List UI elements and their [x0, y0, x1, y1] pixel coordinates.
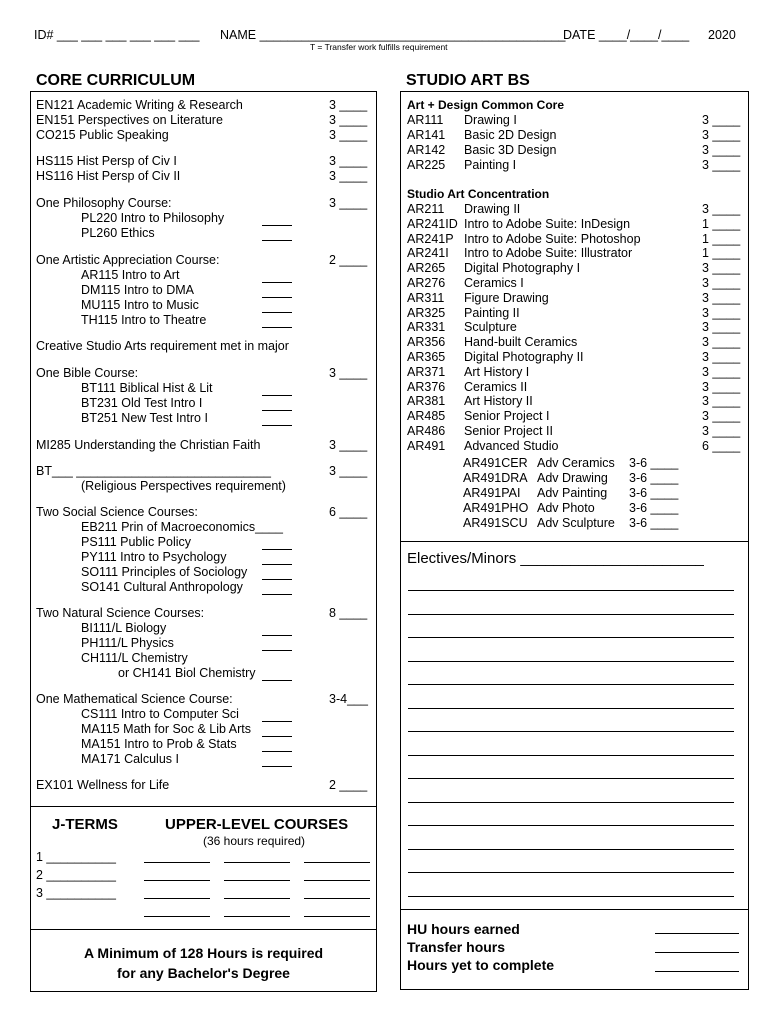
core-divider	[30, 806, 377, 807]
core-course-text: DM115 Intro to DMA	[81, 283, 195, 297]
core-line	[36, 778, 169, 792]
core-credit-field[interactable]: 3 ____	[329, 196, 368, 210]
hu-hours-earned: HU hours earned	[407, 921, 520, 937]
choice-blank[interactable]	[262, 650, 292, 651]
core-line	[36, 505, 198, 519]
core-line	[81, 621, 166, 635]
jterms-title: J-TERMS	[52, 816, 118, 833]
core-line	[36, 169, 180, 183]
upper-level-blank[interactable]	[144, 898, 210, 899]
elective-line[interactable]	[408, 825, 734, 826]
credit-field[interactable]: 3 ____	[702, 379, 741, 394]
core-course-text: EN151 Perspectives on Literature	[36, 113, 223, 127]
choice-blank[interactable]	[262, 766, 292, 767]
upper-level-subtitle: (36 hours required)	[203, 834, 306, 848]
course-code: AR311	[407, 290, 445, 305]
core-course-text: PS111 Public Policy	[81, 535, 192, 549]
core-course-text: AR115 Intro to Art	[81, 268, 180, 282]
core-line	[81, 396, 202, 410]
core-course-text: One Artistic Appreciation Course:	[36, 253, 220, 267]
course-name: Adv Painting	[537, 486, 608, 500]
jterm-row[interactable]: 3 __________	[36, 886, 116, 900]
core-line	[36, 366, 138, 380]
credit-field[interactable]: 3 ____	[702, 128, 741, 142]
course-name: Advanced Studio	[464, 438, 559, 453]
core-credit-field[interactable]: 3 ____	[329, 366, 368, 380]
course-name: Digital Photography I	[464, 261, 581, 276]
course-code: AR491CER	[463, 456, 528, 470]
core-line	[36, 98, 243, 112]
credit-field[interactable]: 3-6 ____	[629, 516, 679, 530]
course-name: Intro to Adobe Suite: Photoshop	[464, 231, 641, 246]
core-course-text: MA115 Math for Soc & Lib Arts	[81, 722, 251, 736]
course-name: Art History II	[464, 394, 533, 409]
choice-blank[interactable]	[262, 312, 292, 313]
minimum-hours-note	[30, 943, 377, 983]
core-credit-field[interactable]: 3 ____	[329, 438, 368, 452]
core-line	[36, 128, 169, 142]
elective-line[interactable]	[408, 896, 734, 897]
core-course-text: EB211 Prin of Macroeconomics____	[81, 520, 283, 534]
common-core-list	[407, 113, 742, 175]
course-name: Ceramics II	[464, 379, 528, 394]
core-course-text: MA171 Calculus I	[81, 752, 179, 766]
choice-blank[interactable]	[262, 225, 292, 226]
id-field[interactable]: ID# ___ ___ ___ ___ ___ ___	[34, 28, 200, 42]
core-line	[36, 113, 223, 127]
concentration-title: Studio Art Concentration	[407, 187, 550, 201]
credit-field[interactable]: 3-6 ____	[629, 471, 679, 485]
course-name: Painting I	[464, 158, 517, 172]
upper-level-title: UPPER-LEVEL COURSES	[165, 816, 349, 833]
upper-level-blank[interactable]	[224, 898, 290, 899]
core-line	[81, 226, 155, 240]
transfer-hours: Transfer hours	[407, 939, 506, 955]
core-line	[118, 666, 256, 680]
core-course-text: CH111/L Chemistry	[81, 651, 188, 665]
credit-field[interactable]: 3 ____	[702, 158, 741, 172]
core-credit-field[interactable]: 3 ____	[329, 113, 368, 127]
core-credit-field[interactable]: 3 ____	[329, 169, 368, 183]
core-line	[81, 707, 239, 721]
core-course-text: CO215 Public Speaking	[36, 128, 169, 142]
core-line	[81, 283, 194, 297]
credit-field[interactable]: 3 ____	[702, 143, 741, 157]
core-credit-field[interactable]: 3-4___	[329, 692, 368, 706]
core-line	[36, 154, 177, 168]
credit-field[interactable]: 1 ____	[702, 246, 741, 261]
choice-blank[interactable]	[262, 282, 292, 283]
course-name: Intro to Adobe Suite: Illustrator	[464, 246, 633, 261]
core-line	[81, 651, 188, 665]
elective-line[interactable]	[408, 802, 734, 803]
course-code: AR276	[407, 276, 446, 290]
core-line	[36, 253, 219, 267]
course-name: Drawing I	[464, 113, 517, 127]
course-name: Senior Project I	[464, 409, 550, 424]
course-name: Basic 2D Design	[464, 128, 557, 142]
core-course-text: BI111/L Biology	[81, 621, 167, 635]
course-code: AR376	[407, 379, 446, 394]
core-line	[81, 479, 286, 493]
choice-blank[interactable]	[262, 327, 292, 328]
course-code: AR491PHO	[463, 501, 529, 515]
upper-level-blank[interactable]	[144, 916, 210, 917]
course-code: AR356	[407, 335, 446, 350]
course-code: AR491PAI	[463, 486, 521, 500]
core-course-text: EN121 Academic Writing & Research	[36, 98, 243, 112]
choice-blank[interactable]	[262, 395, 292, 396]
hu-hours-blank[interactable]	[655, 933, 739, 934]
minimum-line-2: for any Bachelor's Degree	[117, 965, 290, 981]
core-line	[36, 339, 289, 353]
credit-field[interactable]: 1 ____	[702, 216, 741, 231]
choice-blank[interactable]	[262, 410, 292, 411]
course-code: AR241ID	[407, 216, 458, 231]
name-field[interactable]: NAME ____________________________________________	[220, 28, 566, 42]
concentration-list	[407, 202, 742, 458]
core-credit-field[interactable]: 3 ____	[329, 464, 368, 478]
credit-field[interactable]: 3 ____	[702, 424, 741, 438]
credit-field[interactable]: 3 ____	[702, 394, 741, 409]
credit-field[interactable]: 3 ____	[702, 276, 741, 290]
course-code: AR241I	[407, 246, 449, 261]
course-code: AR485	[407, 409, 446, 424]
advanced-studio-list	[463, 456, 693, 534]
course-name: Art History I	[464, 364, 530, 379]
course-code: AR211	[407, 202, 445, 216]
core-credit-field[interactable]: 3 ____	[329, 154, 368, 168]
core-course-text: One Mathematical Science Course:	[36, 692, 233, 706]
core-line	[81, 411, 208, 425]
course-code: AR371	[407, 364, 446, 379]
choice-blank[interactable]	[262, 594, 292, 595]
course-name: Intro to Adobe Suite: InDesign	[464, 216, 631, 231]
core-course-text: MA151 Intro to Prob & Stats	[81, 737, 237, 751]
core-line	[81, 737, 237, 751]
hours-remaining-blank[interactable]	[655, 971, 739, 972]
minimum-line-1: A Minimum of 128 Hours is required	[83, 945, 324, 961]
course-code: AR491SCU	[463, 516, 528, 530]
course-code: AR365	[407, 350, 446, 364]
credit-field[interactable]: 3 ____	[702, 335, 741, 350]
course-name: Sculpture	[464, 320, 517, 335]
choice-blank[interactable]	[262, 549, 292, 550]
choice-blank[interactable]	[262, 736, 292, 737]
core-credit-field[interactable]: 3 ____	[329, 128, 368, 142]
choice-blank[interactable]	[262, 425, 292, 426]
core-credit-field[interactable]: 8 ____	[329, 606, 368, 620]
course-code: AR141	[407, 128, 446, 142]
core-line	[81, 580, 243, 594]
course-code: AR265	[407, 261, 446, 276]
core-course-text: TH115 Intro to Theatre	[81, 313, 207, 327]
credit-field[interactable]: 3 ____	[702, 350, 741, 364]
transfer-hours-blank[interactable]	[655, 952, 739, 953]
core-line	[81, 752, 179, 766]
elective-line[interactable]	[408, 614, 734, 615]
core-course-text: EX101 Wellness for Life	[36, 778, 170, 792]
core-line	[81, 550, 226, 564]
core-course-text: SO111 Principles of Sociology	[81, 565, 248, 579]
course-name: Adv Photo	[537, 501, 595, 515]
core-line	[81, 268, 179, 282]
core-course-text: BT231 Old Test Intro I	[81, 396, 203, 410]
course-name: Figure Drawing	[464, 290, 549, 305]
core-course-text: One Bible Course:	[36, 366, 139, 380]
core-course-text: PY111 Intro to Psychology	[81, 550, 227, 564]
upper-level-blank[interactable]	[304, 862, 370, 863]
credit-field[interactable]: 3 ____	[702, 320, 741, 335]
credit-field[interactable]: 3-6 ____	[629, 456, 679, 470]
core-line	[81, 722, 251, 736]
course-name: Ceramics I	[464, 276, 524, 290]
core-line	[81, 520, 283, 534]
core-course-text: HS115 Hist Persp of Civ I	[36, 154, 177, 168]
course-name: Painting II	[464, 305, 520, 320]
course-code: AR241P	[407, 231, 454, 246]
credit-field[interactable]: 3-6 ____	[629, 501, 679, 515]
core-course-text: Two Social Science Courses:	[36, 505, 198, 519]
common-core-title: Art + Design Common Core	[407, 98, 565, 112]
core-course-text: MU115 Intro to Music	[81, 298, 199, 312]
core-course-text: PH111/L Physics	[81, 636, 174, 650]
credit-field[interactable]: 1 ____	[702, 231, 741, 246]
upper-level-blank[interactable]	[144, 862, 210, 863]
core-course-list	[36, 98, 372, 798]
upper-level-blank[interactable]	[224, 862, 290, 863]
core-course-text: One Philosophy Course:	[36, 196, 172, 210]
course-code: AR225	[407, 158, 446, 172]
core-course-text: (Religious Perspectives requirement)	[81, 479, 286, 493]
studio-art-title: STUDIO ART BS	[406, 72, 530, 89]
credit-field[interactable]: 3 ____	[702, 364, 741, 379]
core-line	[81, 298, 199, 312]
year-label: 2020	[708, 28, 736, 42]
core-line	[36, 438, 260, 452]
transfer-note: T = Transfer work fulfills requirement	[310, 42, 448, 52]
choice-blank[interactable]	[262, 240, 292, 241]
jterm-row[interactable]: 1 __________	[36, 850, 116, 864]
choice-blank[interactable]	[262, 564, 292, 565]
choice-blank[interactable]	[262, 751, 292, 752]
credit-field[interactable]: 6 ____	[702, 438, 741, 453]
elective-line[interactable]	[408, 684, 734, 685]
course-code: AR491DRA	[463, 471, 528, 485]
elective-lines	[400, 570, 749, 900]
course-name: Adv Drawing	[537, 471, 608, 485]
core-line	[81, 636, 174, 650]
course-code: AR325	[407, 305, 446, 320]
credit-field[interactable]: 3 ____	[702, 305, 741, 320]
hours-yet-to-complete: Hours yet to complete	[407, 957, 555, 973]
core-line	[36, 692, 233, 706]
course-code: AR331	[407, 320, 446, 335]
elective-line[interactable]	[408, 661, 734, 662]
upper-level-blank[interactable]	[304, 898, 370, 899]
choice-blank[interactable]	[262, 721, 292, 722]
elective-line[interactable]	[408, 731, 734, 732]
elective-line[interactable]	[408, 590, 734, 591]
core-course-text: PL260 Ethics	[81, 226, 155, 240]
course-code: AR142	[407, 143, 446, 157]
core-course-text: BT111 Biblical Hist & Lit	[81, 381, 213, 395]
core-line	[81, 211, 224, 225]
course-code: AR486	[407, 424, 446, 438]
elective-line[interactable]	[408, 637, 734, 638]
core-line	[81, 535, 191, 549]
credit-field[interactable]: 3 ____	[702, 290, 741, 305]
choice-blank[interactable]	[262, 680, 292, 681]
core-credit-field[interactable]: 3 ____	[329, 98, 368, 112]
credit-field[interactable]: 3 ____	[702, 261, 741, 276]
electives-divider	[400, 909, 749, 910]
core-course-text: CS111 Intro to Computer Sci	[81, 707, 239, 721]
core-credit-field[interactable]: 2 ____	[329, 253, 368, 267]
elective-line[interactable]	[408, 872, 734, 873]
choice-blank[interactable]	[262, 635, 292, 636]
upper-level-blank[interactable]	[224, 916, 290, 917]
core-line	[81, 381, 213, 395]
core-course-text: SO141 Cultural Anthropology	[81, 580, 243, 594]
core-course-text: Two Natural Science Courses:	[36, 606, 205, 620]
core-course-text: BT___ ____________________________	[36, 464, 271, 478]
choice-blank[interactable]	[262, 579, 292, 580]
core-credit-field[interactable]: 6 ____	[329, 505, 368, 519]
credit-field[interactable]: 3 ____	[702, 409, 741, 424]
jterm-divider	[30, 929, 377, 930]
credit-field[interactable]: 3 ____	[702, 202, 741, 216]
course-code: AR381	[407, 394, 446, 409]
course-name: Hand-built Ceramics	[464, 335, 578, 350]
studio-divider	[400, 541, 749, 542]
core-line	[36, 196, 172, 210]
upper-level-blank[interactable]	[224, 880, 290, 881]
course-name: Basic 3D Design	[464, 143, 557, 157]
upper-level-blank[interactable]	[304, 916, 370, 917]
core-line	[81, 313, 206, 327]
upper-level-grid	[144, 850, 369, 920]
choice-blank[interactable]	[262, 297, 292, 298]
course-name: Adv Ceramics	[537, 456, 615, 470]
core-course-text: PL220 Intro to Philosophy	[81, 211, 225, 225]
elective-line[interactable]	[408, 849, 734, 850]
elective-line[interactable]	[408, 708, 734, 709]
elective-line[interactable]	[408, 778, 734, 779]
course-name: Adv Sculpture	[537, 516, 615, 530]
course-name: Drawing II	[464, 202, 521, 216]
core-line	[81, 565, 247, 579]
course-code: AR491	[407, 438, 446, 453]
jterm-row[interactable]: 2 __________	[36, 868, 116, 882]
core-course-text: MI285 Understanding the Christian Faith	[36, 438, 261, 452]
core-course-text: Creative Studio Arts requirement met in major	[36, 339, 289, 353]
core-line	[36, 606, 204, 620]
core-credit-field[interactable]: 2 ____	[329, 778, 368, 792]
date-field[interactable]: DATE ____/____/____	[563, 28, 690, 42]
course-name: Digital Photography II	[464, 350, 584, 364]
course-name: Senior Project II	[464, 424, 553, 438]
credit-field[interactable]: 3 ____	[702, 113, 741, 127]
core-course-text: HS116 Hist Persp of Civ II	[36, 169, 181, 183]
elective-line[interactable]	[408, 755, 734, 756]
electives-label[interactable]: Electives/Minors ______________________	[407, 550, 704, 567]
core-line	[36, 464, 271, 478]
credit-field[interactable]: 3-6 ____	[629, 486, 679, 500]
core-curriculum-title: CORE CURRICULUM	[36, 72, 196, 89]
upper-level-blank[interactable]	[304, 880, 370, 881]
upper-level-blank[interactable]	[144, 880, 210, 881]
core-course-text: BT251 New Test Intro I	[81, 411, 208, 425]
core-course-text: or CH141 Biol Chemistry	[118, 666, 256, 680]
course-code: AR111	[407, 113, 444, 127]
